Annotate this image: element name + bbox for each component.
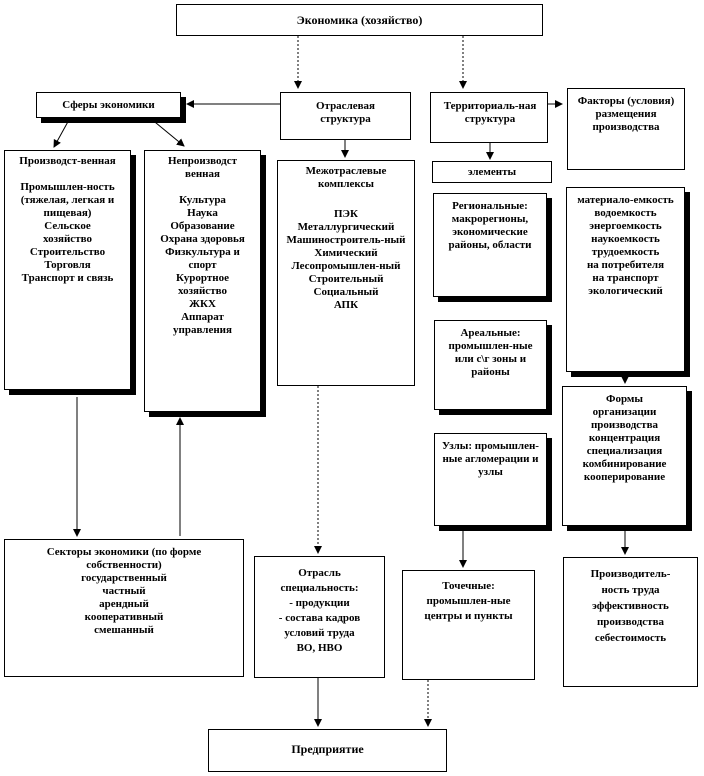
nonproductive-sphere-title: Непроизводст венная (167, 155, 238, 180)
complex-item: Лесопромышлен-ный (291, 260, 401, 272)
elements-label: элементы (467, 166, 517, 178)
economy-sector-item: смешанный (94, 624, 154, 636)
factor-items-box (566, 187, 685, 372)
factor-item: наукоемкость (591, 233, 660, 245)
enterprise-label: Предприятие (291, 742, 364, 756)
complex-item: Социальный (313, 286, 379, 298)
intersectoral-complexes-box (277, 160, 415, 386)
economy-sectors-title: Секторы экономики (по форме собственности) (46, 546, 202, 571)
production-forms-line: кооперирование (583, 471, 666, 483)
branch-specialty-line: специальность: (280, 582, 359, 594)
productive-item: Строительство (29, 246, 106, 258)
production-forms-line: комбинирование (582, 458, 667, 470)
nonproductive-item: Образование (170, 220, 235, 232)
arrow-spheres-to-nonproductive (150, 118, 184, 146)
factors-title: Факторы (условия) размещения производства (577, 95, 675, 133)
economy-title-box (176, 4, 543, 36)
productive-item: Транспорт и связь (21, 272, 114, 284)
production-forms-line: производства (590, 419, 659, 431)
economy-sectors-box (4, 539, 244, 677)
production-forms-line: специализация (586, 445, 663, 457)
complex-item: Металлургический (297, 221, 395, 233)
point-text: Точечные: промышлен-ные центры и пункты (424, 580, 513, 622)
branch-specialty-line: условий труда (284, 627, 355, 639)
branch-specialty-box (254, 556, 385, 678)
complex-item: АПК (333, 299, 359, 311)
factor-item: экологический (588, 285, 663, 297)
productive-sphere-title: Производст-венная (19, 155, 116, 167)
efficiency-line: производства (596, 616, 665, 628)
branch-specialty-line: Отрасль (298, 567, 341, 579)
efficiency-line: себестоимость (594, 632, 667, 644)
complex-item: Строительный (308, 273, 384, 285)
factor-item: на потребителя (586, 259, 665, 271)
production-forms-line: Формы (606, 393, 643, 405)
factor-item: на транспорт (592, 272, 659, 284)
branch-specialty-line: ВО, НВО (296, 642, 343, 654)
regional-box (433, 193, 547, 297)
areal-box (434, 320, 547, 410)
efficiency-line: Производитель- (590, 568, 671, 580)
nonproductive-item: Физкультура и спорт (165, 246, 240, 271)
spheres-title: Сферы экономики (62, 99, 155, 111)
nonproductive-sphere-box (144, 150, 261, 412)
complex-item: ПЭК (334, 208, 358, 220)
nodes-text: Узлы: промышлен-ные агломерации и узлы (442, 440, 539, 478)
factor-item: трудоемкость (591, 246, 660, 258)
nonproductive-item: Курортное хозяйство (176, 272, 229, 297)
production-forms-line: концентрация (588, 432, 661, 444)
productive-item: Промышлен-ность (тяжелая, легкая и пищевая) (20, 181, 115, 219)
enterprise-box (208, 729, 447, 772)
complex-item: Химический (314, 247, 378, 259)
nonproductive-item: Аппарат управления (173, 311, 232, 336)
nonproductive-item: ЖКХ (189, 298, 216, 310)
productive-item: Торговля (44, 259, 91, 271)
production-forms-line: организации (592, 406, 657, 418)
spheres-box (36, 92, 181, 118)
economy-sector-item: частный (102, 585, 146, 597)
nonproductive-item: Охрана здоровья (160, 233, 245, 245)
factors-box (567, 88, 685, 170)
productive-item: Сельское хозяйство (43, 220, 92, 245)
factor-item: энергоемкость (589, 220, 662, 232)
territorial-structure-box (430, 92, 548, 143)
nonproductive-item: Наука (187, 207, 218, 219)
branch-specialty-line: - состава кадров (278, 612, 361, 624)
point-box (402, 570, 535, 680)
arrow-spheres-to-productive (54, 118, 70, 147)
efficiency-line: эффективность (592, 600, 669, 612)
efficiency-line: ность труда (601, 584, 660, 596)
intersectoral-complexes-title: Межотраслевые комплексы (305, 165, 387, 190)
sectoral-structure-box (280, 92, 411, 140)
economy-title: Экономика (хозяйство) (296, 13, 423, 27)
economy-sector-item: государственный (81, 572, 167, 584)
regional-text: Региональные: макрорегионы, экономические районы, области (448, 200, 532, 251)
branch-specialty-line: - продукции (289, 597, 350, 609)
complex-item: Машиностроитель-ный (286, 234, 406, 246)
nodes-box (434, 433, 547, 526)
sectoral-structure-title: Отраслевая структура (315, 100, 376, 125)
production-forms-box (562, 386, 687, 526)
efficiency-box (563, 557, 698, 687)
economy-sector-item: арендный (99, 598, 149, 610)
factor-item: материало-емкость (577, 194, 674, 206)
economy-sector-item: кооперативный (84, 611, 164, 623)
elements-box (432, 161, 552, 183)
territorial-structure-title: Территориаль-ная структура (443, 100, 537, 125)
factor-item: водоемкость (594, 207, 657, 219)
productive-sphere-box (4, 150, 131, 390)
nonproductive-item: Культура (179, 194, 226, 206)
areal-text: Ареальные: промышлен-ные или с\г зоны и районы (448, 327, 533, 378)
